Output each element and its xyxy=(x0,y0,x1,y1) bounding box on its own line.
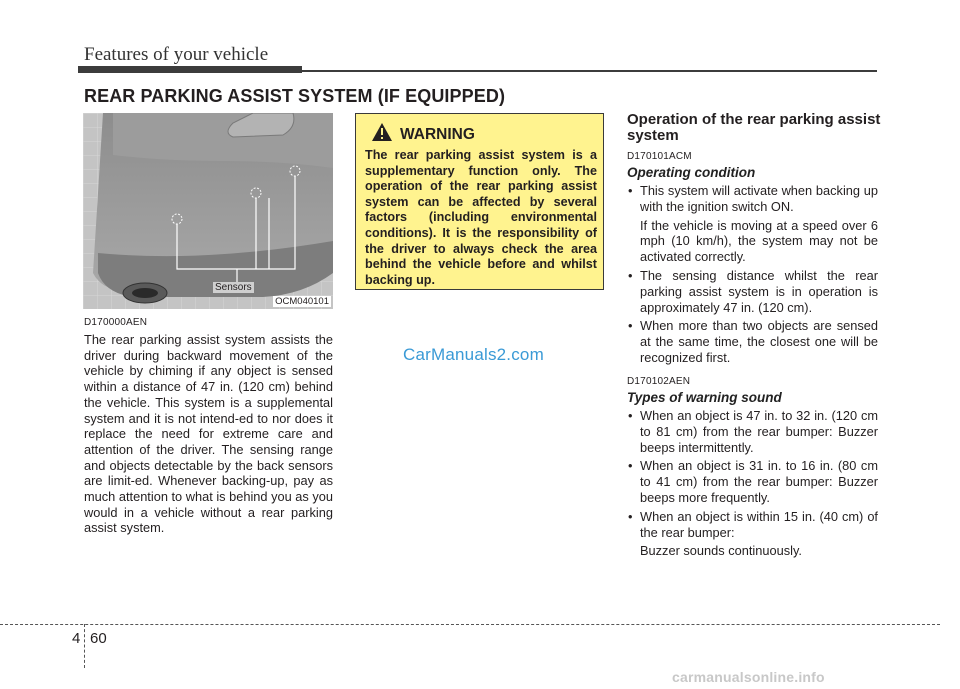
left-body-paragraph: The rear parking assist system assists the driver during backward movement of the vehicle by chiming if any object is sensed within a distance of 47 in. (120 cm) behind the vehicle. This system is a supplemental system and it is not intend-ed to nor does it replace the need for extreme care and attention of the driver. The sensing range and objects detectable by the back sensors are limit-ed. Whenever backing-up, pay as much attention to what is behind you as you would in a vehicle without a rear parking assist system. xyxy=(84,332,333,536)
right-doc-code-2: D170102AEN xyxy=(627,376,691,387)
warning-box xyxy=(355,113,604,290)
chapter-number: 4 xyxy=(72,630,81,647)
page-header-title: Features of your vehicle xyxy=(84,44,269,65)
footer-divider xyxy=(84,624,85,668)
warning-text: The rear parking assist system is a supplementary function only. The operation of the rear parking assist system can be affected by several factors (including environmental conditions). It is the responsibility of the driver to always check the area behind the vehicle before and whilst backing up. xyxy=(365,148,597,287)
list-item: • When an object is within 15 in. (40 cm) of the rear bumper: Buzzer sounds continuously. xyxy=(627,509,878,559)
warning-title: WARNING xyxy=(400,126,475,143)
operating-condition-subheading: Operating condition xyxy=(627,165,756,180)
section-title: REAR PARKING ASSIST SYSTEM (IF EQUIPPED) xyxy=(84,86,506,106)
list-item: • When an object is 31 in. to 16 in. (80 cm to 41 cm) from the rear bumper: Buzzer beeps more frequently. xyxy=(627,458,878,505)
header-rule-thin xyxy=(302,70,877,72)
operation-heading: Operation of the rear parking assist system xyxy=(627,111,881,144)
operating-condition-list xyxy=(627,183,878,366)
left-doc-code: D170000AEN xyxy=(84,317,148,328)
page-number: 60 xyxy=(90,630,107,647)
bottom-watermark: carmanualsonline.info xyxy=(672,669,825,685)
footer-rule xyxy=(0,624,940,625)
warning-sound-list xyxy=(627,408,878,559)
warning-sound-subheading: Types of warning sound xyxy=(627,390,782,405)
figure-code: OCM040101 xyxy=(275,296,329,307)
header-rule-thick xyxy=(78,66,302,73)
watermark-link[interactable]: CarManuals2.com xyxy=(403,345,544,364)
right-doc-code-1: D170101ACM xyxy=(627,151,692,162)
warning-triangle-icon xyxy=(371,122,393,142)
list-item: • When more than two objects are sensed at the same time, the closest one will be recognized first. xyxy=(627,318,878,365)
list-item: • The sensing distance whilst the rear parking assist system is in operation is approximately 47 in. (120 cm). xyxy=(627,268,878,315)
rear-bumper-illustration xyxy=(83,113,333,309)
list-item: • This system will activate when backing up with the ignition switch ON. If the vehicle is moving at a speed over 6 mph (10 km/h), the system may not be activated correctly. xyxy=(627,183,878,265)
list-item: • When an object is 47 in. to 32 in. (120 cm to 81 cm) from the rear bumper: Buzzer beeps intermittently. xyxy=(627,408,878,455)
figure-sensors-label: Sensors xyxy=(215,282,252,293)
rear-bumper-figure xyxy=(83,113,333,309)
